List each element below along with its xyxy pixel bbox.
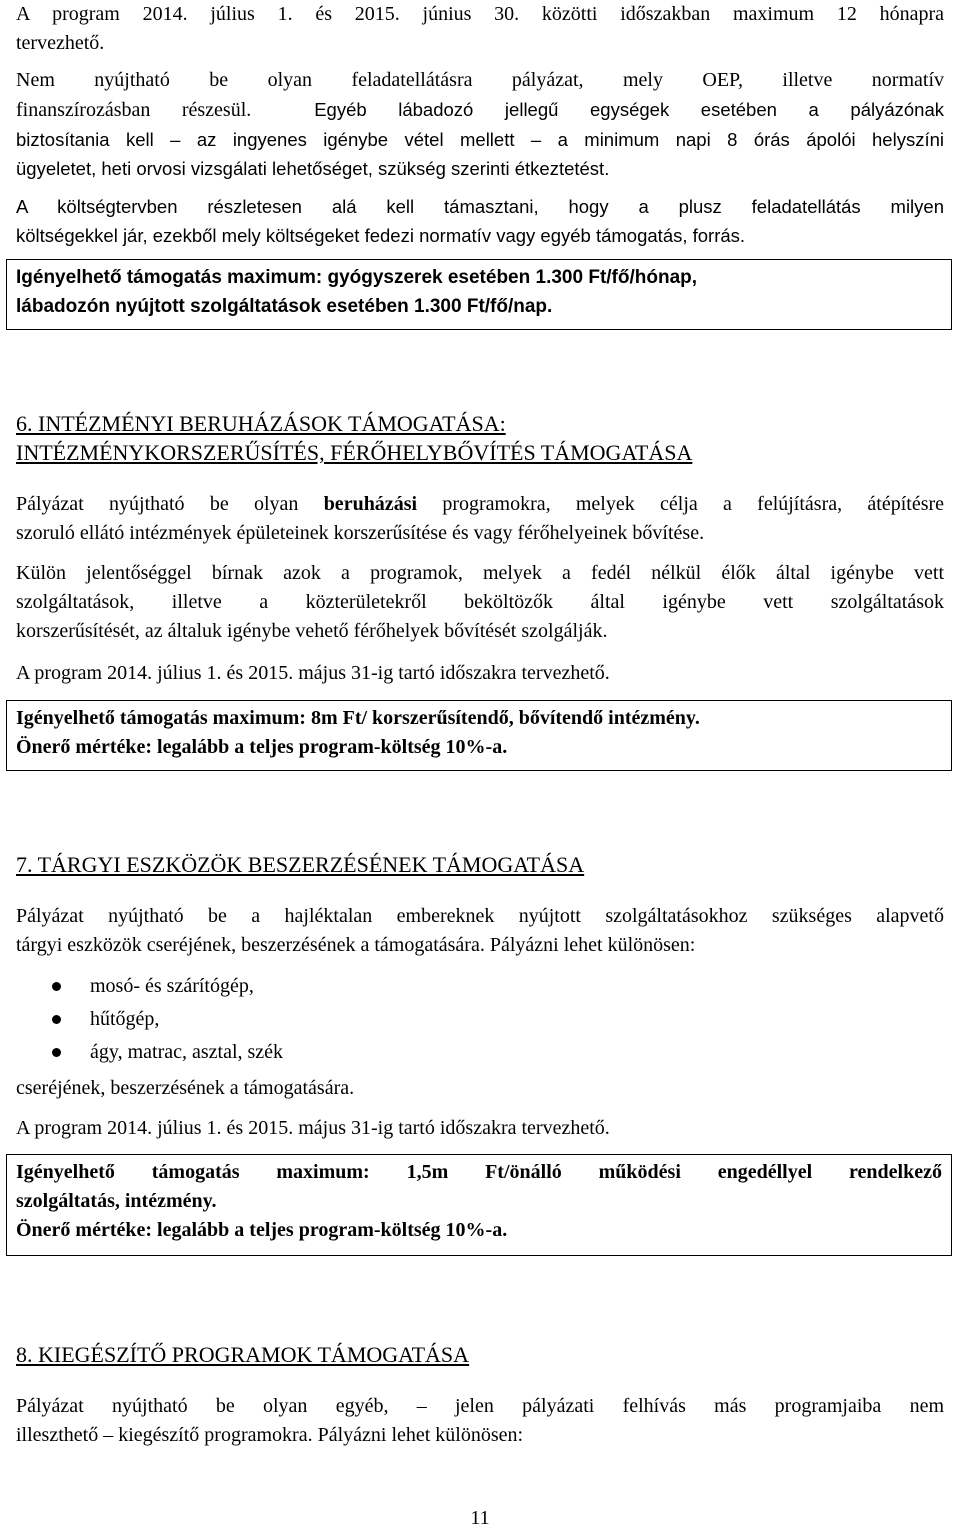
text-line: szolgáltatások, illetve a közterületekről beköltözők által igénybe vett szolgáltatások — [16, 591, 944, 613]
text-line: Külön jelentőséggel bírnak azok a programok, melyek a fedél nélkül élők által igénybe vett — [16, 562, 944, 584]
text-line: Egyéb lábadozó jellegű egységek esetében a pályázónak — [314, 99, 944, 120]
paragraph-eligibility — [16, 66, 944, 183]
list-item — [16, 1003, 944, 1036]
list-item-label: ágy, matrac, asztal, szék — [90, 1041, 284, 1063]
section-6-heading — [16, 409, 944, 467]
text-line: tervezhető. — [16, 32, 105, 54]
section-6-paragraph-investment — [16, 490, 944, 548]
bullet-icon — [52, 982, 61, 991]
section-7-paragraph-period — [16, 1114, 944, 1143]
emphasis: beruházási — [323, 493, 418, 515]
text-line: illeszthető – kiegészítő programokra. Pályázni lehet különösen: — [16, 1424, 524, 1446]
text-line: Igényelhető támogatás maximum: 1,5m Ft/önálló működési engedéllyel rendelkező — [16, 1161, 942, 1183]
text-line: biztosítania kell – az ingyenes igénybe vétel mellett – a minimum napi 8 órás ápolói helyszíni — [16, 129, 944, 150]
text-line: lábadozón nyújtott szolgáltatások esetében 1.300 Ft/fő/nap. — [16, 296, 553, 317]
list-item-label: mosó- és szárítógép, — [90, 975, 254, 997]
list-item — [16, 1036, 944, 1069]
funding-box-section-6 — [6, 700, 952, 771]
section-title: 8. KIEGÉSZÍTŐ PROGRAMOK TÁMOGATÁSA — [16, 1342, 470, 1367]
section-7-paragraph-intro — [16, 902, 944, 960]
text-line: A program 2014. július 1. és 2015. május 31-ig tartó időszakra tervezhető. — [16, 1117, 610, 1139]
text-line: Önerő mértéke: legalább a teljes program-költség 10%-a. — [16, 736, 508, 758]
section-title: INTÉZMÉNYI BERUHÁZÁSOK TÁMOGATÁSA: — [38, 411, 506, 436]
section-title: 7. TÁRGYI ESZKÖZÖK BESZERZÉSÉNEK TÁMOGATÁSA — [16, 852, 585, 877]
text-line: szolgáltatás, intézmény. — [16, 1190, 217, 1212]
section-8-heading — [16, 1340, 944, 1369]
text-line: Igényelhető támogatás maximum: gyógyszerek esetében 1.300 Ft/fő/hónap, — [16, 267, 698, 288]
text-line: finanszírozásban részesül. — [16, 99, 252, 121]
section-subtitle: INTÉZMÉNYKORSZERŰSÍTÉS, FÉRŐHELYBŐVÍTÉS TÁMOGATÁSA — [16, 440, 693, 465]
section-6-paragraph-period — [16, 659, 944, 688]
bullet-icon — [52, 1048, 61, 1057]
text-line: korszerűsítését, az általuk igénybe vehető férőhelyek bővítését szolgálják. — [16, 620, 608, 642]
text-line: cseréjének, beszerzésének a támogatására. — [16, 1077, 355, 1099]
text-line: A program 2014. július 1. és 2015. május 31-ig tartó időszakra tervezhető. — [16, 662, 610, 684]
text-line: Igényelhető támogatás maximum: 8m Ft/ korszerűsítendő, bővítendő intézmény. — [16, 707, 700, 729]
text-line: Nem nyújtható be olyan feladatellátásra pályázat, mely OEP, illetve normatív — [16, 69, 944, 91]
text-line: tárgyi eszközök cseréjének, beszerzésének a támogatására. Pályázni lehet különösen: — [16, 934, 696, 956]
text-line: ügyeletet, heti orvosi vizsgálati lehetőséget, szükség szerinti étkeztetést. — [16, 158, 610, 179]
text-line: Pályázat nyújtható be a hajléktalan embereknek nyújtott szolgáltatásokhoz szükséges alapvető — [16, 905, 944, 927]
section-number: 6. — [16, 411, 33, 436]
funding-box-section-7 — [6, 1154, 952, 1256]
section-8-paragraph-intro — [16, 1392, 944, 1450]
text-line: A program 2014. július 1. és 2015. június 30. közötti időszakban maximum 12 hónapra — [16, 3, 944, 25]
text-line: költségekkel jár, ezekből mely költségeket fedezi normatív vagy egyéb támogatás, forrás. — [16, 225, 746, 246]
funding-box-medication — [6, 259, 952, 330]
text-line: Pályázat nyújtható be olyan egyéb, – jelen pályázati felhívás más programjaiba nem — [16, 1395, 944, 1417]
list-item-label: hűtőgép, — [90, 1008, 160, 1030]
text-line: Pályázat nyújtható be olyan — [16, 493, 299, 515]
equipment-list — [16, 970, 944, 1069]
text-line: programokra, melyek célja a felújításra, átépítésre — [442, 493, 945, 515]
paragraph-program-period — [16, 0, 944, 58]
text-line: A költségtervben részletesen alá kell támasztani, hogy a plusz feladatellátás milyen — [16, 196, 944, 217]
paragraph-cost-plan — [16, 192, 944, 250]
bullet-icon — [52, 1015, 61, 1024]
section-7-heading — [16, 850, 944, 879]
text-line: szoruló ellátó intézmények épületeinek korszerűsítése és vagy férőhelyeinek bővítése. — [16, 522, 705, 544]
section-6-paragraph-priority — [16, 559, 944, 646]
page-number: 11 — [470, 1507, 490, 1529]
list-item — [16, 970, 944, 1003]
section-7-paragraph-replacement — [16, 1074, 944, 1103]
text-line: Önerő mértéke: legalább a teljes program-költség 10%-a. — [16, 1219, 508, 1241]
